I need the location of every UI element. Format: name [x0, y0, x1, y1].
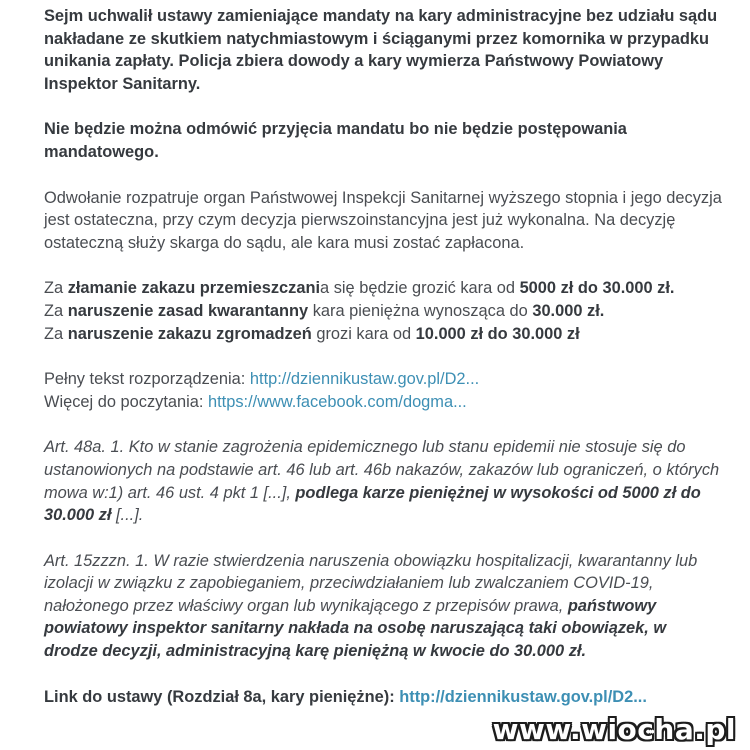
art48a-penalty: podlega karze pieniężnej w wysokości od 5000 zł do 30.000 zł — [44, 483, 701, 525]
links-paragraph — [44, 368, 724, 413]
full-text-link[interactable]: http://dziennikustaw.gov.pl/D2... — [249, 370, 480, 389]
penalty-prefix: Za — [44, 324, 68, 343]
penalty-prefix: Za — [44, 301, 68, 320]
art15-quote — [44, 550, 724, 663]
intro-text: Sejm uchwalił ustawy zamieniające mandaty na — [44, 7, 419, 25]
appeal-paragraph: Odwołanie rozpatruje organ Państwowej Inspekcji Sanitarnej wyższego stopnia i jego decyzja jest ostateczna, przy czym decyzja pierwszoinstancyjna jest już wykonalna. Na decyzję ostateczną służy skarga do sądu, ale kara musi zostać zapłacona. — [44, 188, 722, 252]
penalty-line — [44, 279, 674, 297]
intro-separator: . — [169, 52, 179, 71]
law-link-label: Link do ustawy (Rozdział 8a, kary pieniężne): — [44, 687, 400, 706]
full-text-label: Pełny tekst rozporządzenia: — [44, 370, 250, 389]
art48a-text: Art. 48a. 1. Kto w stanie zagrożenia epidemicznego lub stanu epidemii nie stosuje się do ustanowionych na podstawie art. 46 lub art. 46b nakazów, zakazów lub ograniczeń, o których mowa w:1) art. 46 ust. 4 pkt 1 [...], — [44, 438, 720, 502]
penalty-line — [44, 302, 604, 320]
penalty-middle: a się będzie grozić kara od — [320, 279, 520, 298]
penalty-offense: naruszenie zakazu zgromadzeń — [67, 324, 312, 343]
art15-penalty: państwowy powiatowy inspektor sanitarny nakłada na osobę naruszającą taki obowiązek, w drodze decyzji, administracyjną karę pieniężną w kwocie do 30.000 zł. — [44, 596, 667, 661]
penalty-middle: grozi kara od — [311, 324, 416, 343]
penalty-prefix: Za — [44, 279, 68, 298]
law-link[interactable]: http://dziennikustaw.gov.pl/D2... — [399, 687, 647, 706]
intro-paragraph — [44, 5, 724, 95]
intro-bold-penalties: kary administracyjne bez udziału sądu nakładane ze skutkiem natychmiastowym i ściąganymi przez komornika w przypadku unikania zapłaty — [44, 7, 718, 71]
no-refusal-paragraph: Nie będzie można odmówić przyjęcia mandatu bo nie będzie postępowania mandatowego. — [44, 120, 627, 161]
site-watermark: www.wiocha.pl — [492, 713, 736, 747]
penalty-amount: 10.000 zł do 30.000 zł — [415, 324, 580, 343]
intro-bold-inspector: Policja zbiera dowody a kary wymierza Państwowy Powiatowy Inspektor Sanitarny. — [44, 52, 664, 93]
penalty-middle: kara pieniężna wynosząca do — [308, 301, 533, 320]
law-link-paragraph — [44, 686, 724, 709]
post-body — [44, 5, 724, 708]
penalty-line — [44, 325, 580, 343]
more-label: Więcej do poczytania: — [44, 392, 208, 411]
art48a-ellipsis: [...]. — [111, 506, 144, 525]
art48a-quote — [44, 436, 724, 526]
penalty-offense: złamanie zakazu przemieszczani — [67, 279, 321, 298]
penalties-list — [44, 277, 724, 345]
art15-text: Art. 15zzzn. 1. W razie stwierdzenia naruszenia obowiązku hospitalizacji, kwarantanny lub izolacji w związku z zapobieganiem, przeciwdziałaniem lub zwalczaniem COVID-19, nałożonego przez właściwy organ lub wynikającego z przepisów prawa, — [44, 551, 698, 615]
penalty-offense: naruszenie zasad kwarantanny — [67, 301, 309, 320]
penalty-amount: 30.000 zł. — [532, 301, 605, 320]
penalty-amount: 5000 zł do 30.000 zł. — [519, 279, 675, 298]
more-reading-link[interactable]: https://www.facebook.com/dogma... — [208, 392, 467, 411]
